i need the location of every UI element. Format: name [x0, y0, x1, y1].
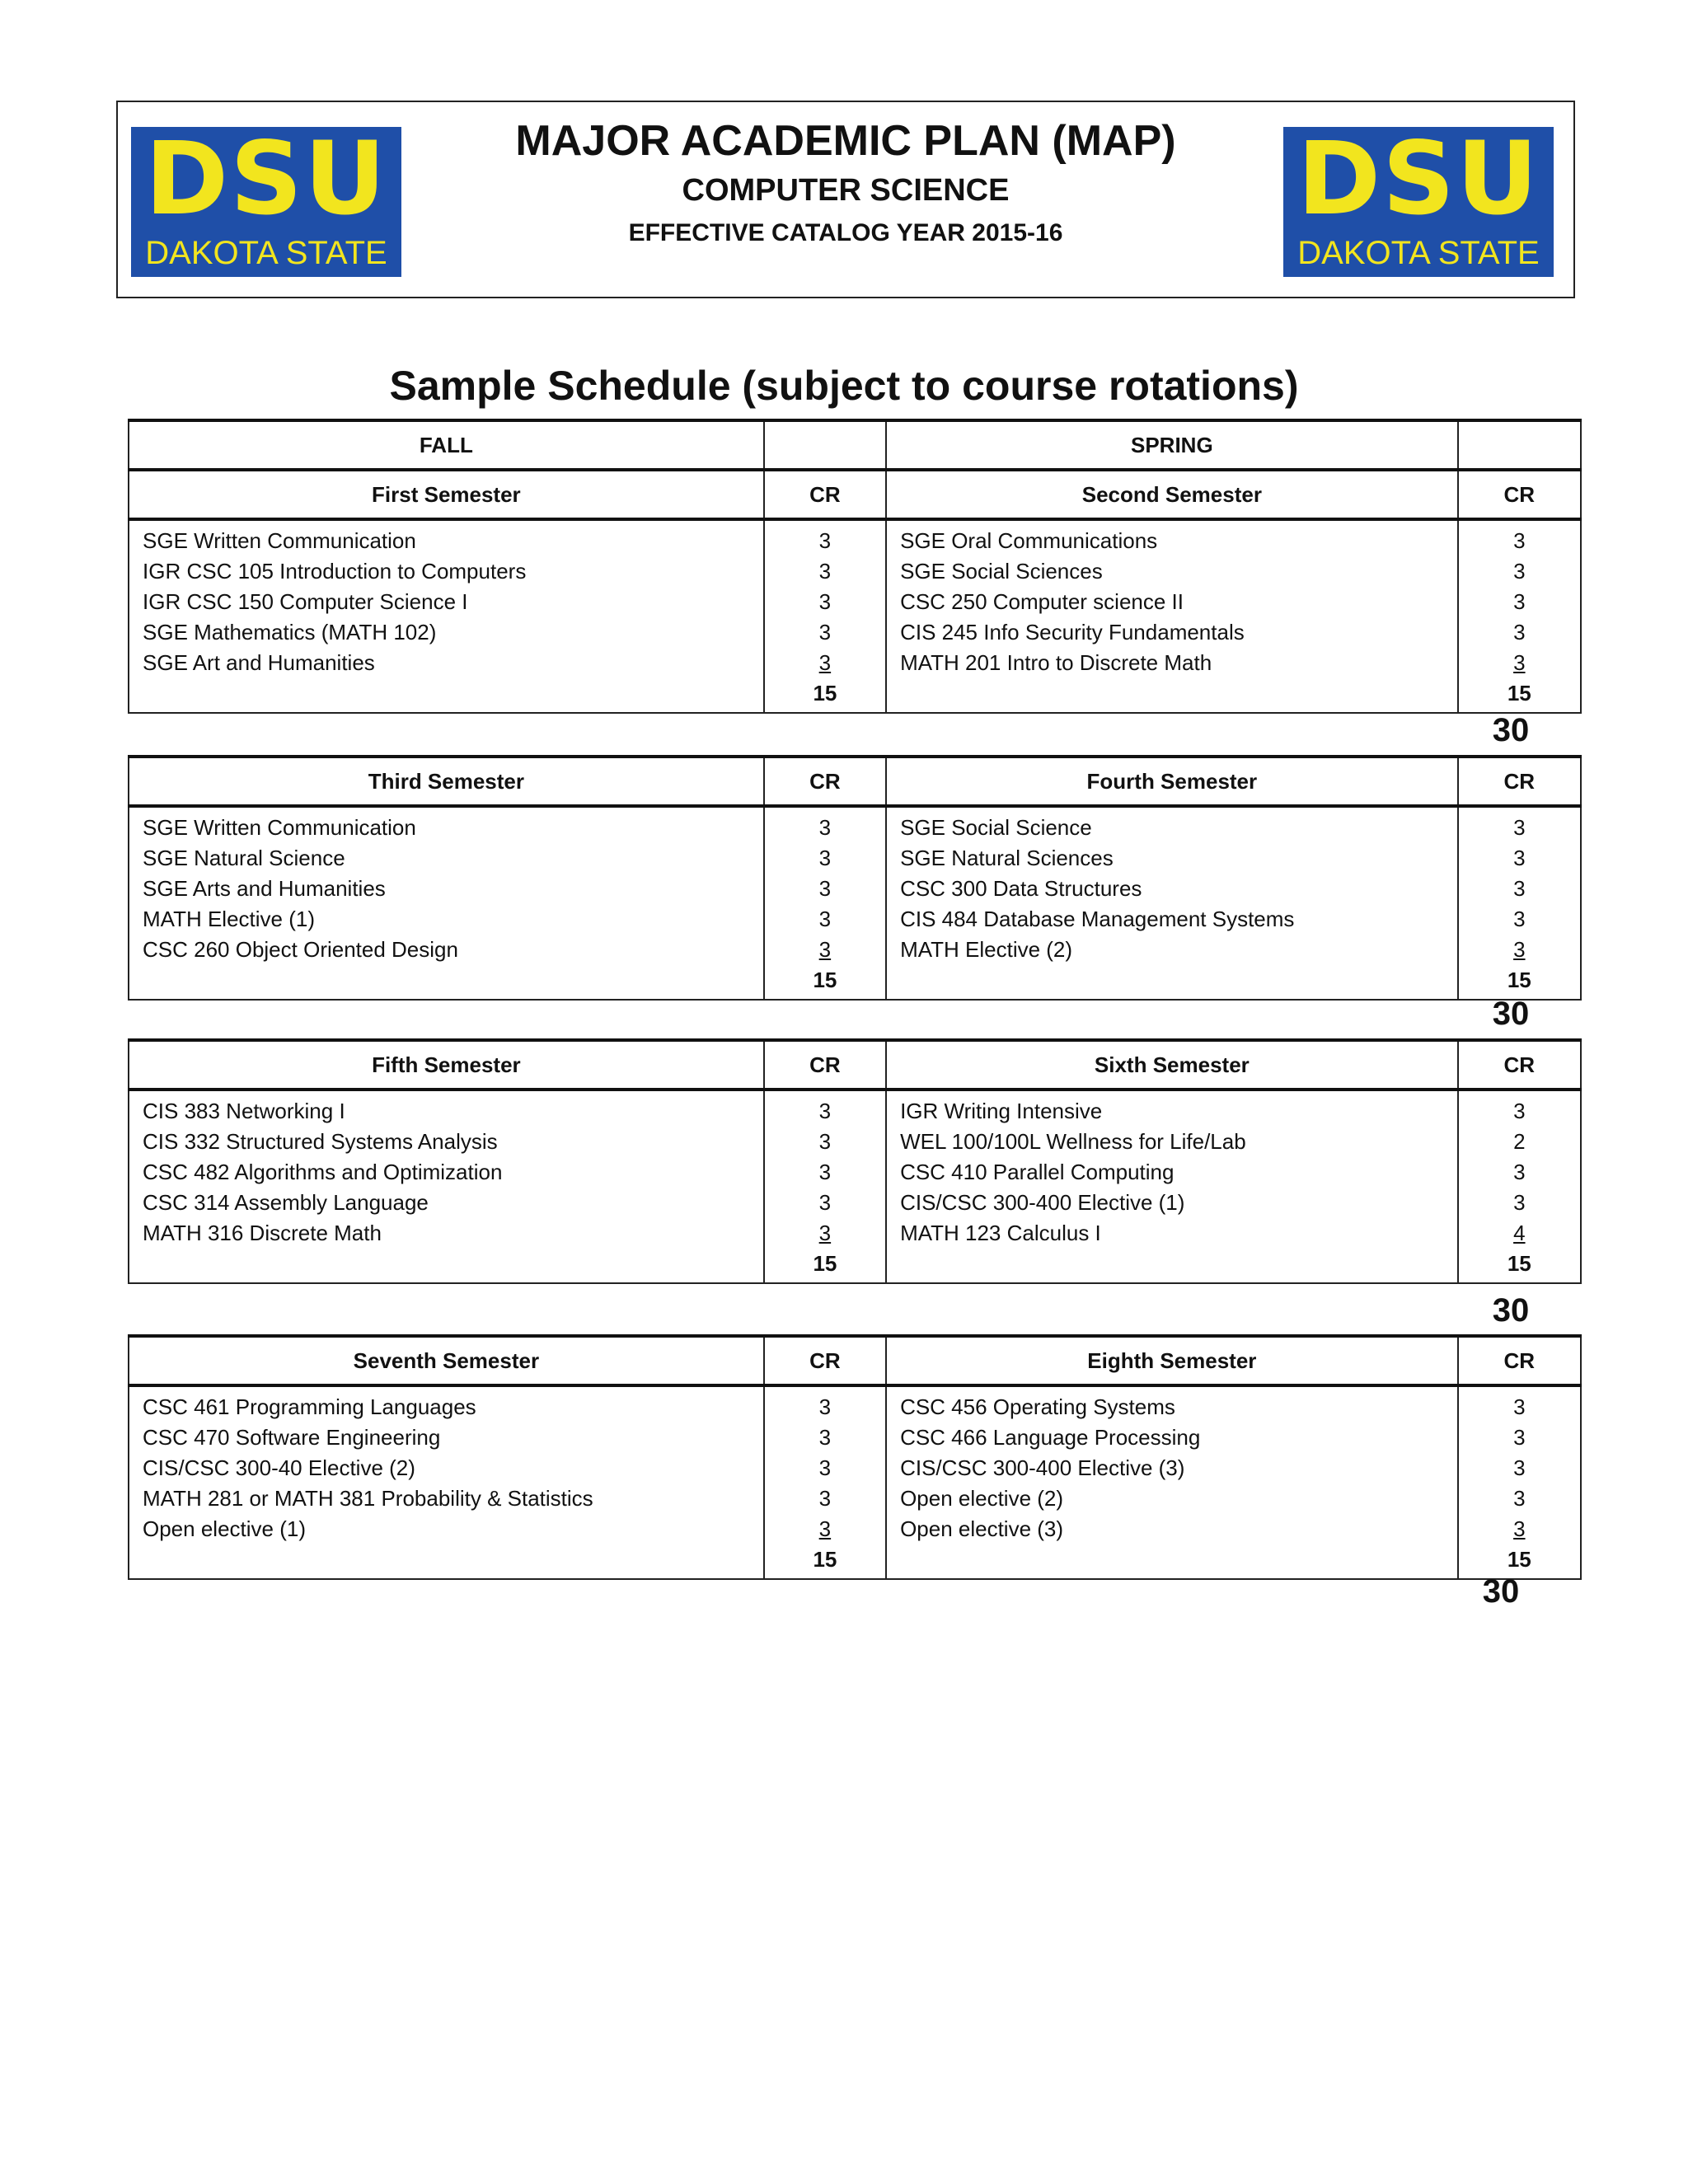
course-credits: 3	[818, 1394, 832, 1419]
semester-header-row	[129, 470, 1581, 519]
program-name: COMPUTER SCIENCE	[682, 173, 1010, 208]
plan-header	[116, 101, 1575, 298]
course-name: CSC 314 Assembly Language	[143, 1190, 429, 1215]
season-spring: SPRING	[886, 420, 1458, 470]
course-name: CSC 410 Parallel Computing	[900, 1160, 1175, 1184]
course-name: CIS 383 Networking I	[143, 1099, 345, 1123]
catalog-year: EFFECTIVE CATALOG YEAR 2015-16	[628, 219, 1063, 246]
course-credits: 3	[1513, 1394, 1526, 1419]
semester-title: Seventh Semester	[129, 1336, 764, 1385]
course-credits: 3	[1513, 907, 1526, 931]
course-credits: 3	[1513, 1486, 1526, 1511]
course-name: MATH 201 Intro to Discrete Math	[900, 650, 1212, 675]
course-list	[129, 1090, 764, 1283]
course-name: Open elective (2)	[900, 1486, 1064, 1511]
course-credits: 3	[818, 937, 832, 962]
course-credits: 3	[1513, 1160, 1526, 1184]
semester-title: Fifth Semester	[129, 1040, 764, 1090]
semester-total: 15	[1507, 968, 1531, 992]
credit-list	[764, 1385, 886, 1579]
course-credits: 3	[1513, 528, 1526, 553]
credit-list	[1458, 1090, 1581, 1283]
season-row	[129, 420, 1581, 470]
course-name: CSC 470 Software Engineering	[143, 1425, 441, 1450]
course-credits: 3	[818, 1455, 832, 1480]
semester-courses-row	[129, 806, 1581, 1000]
credit-list	[764, 519, 886, 713]
semester-courses-row	[129, 1385, 1581, 1579]
page-title: MAJOR ACADEMIC PLAN (MAP)	[515, 117, 1176, 165]
semester-total: 15	[813, 681, 837, 705]
course-credits: 3	[1513, 846, 1526, 870]
semester-title: Second Semester	[886, 470, 1458, 519]
year-total: 30	[1492, 1292, 1530, 1329]
season-fall-cr-blank	[764, 420, 886, 470]
course-name: CSC 461 Programming Languages	[143, 1394, 476, 1419]
course-name: CSC 466 Language Processing	[900, 1425, 1201, 1450]
cr-header: CR	[764, 1336, 886, 1385]
course-credits: 3	[1513, 1190, 1526, 1215]
course-name: CIS 245 Info Security Fundamentals	[900, 620, 1245, 644]
course-credits: 3	[818, 1516, 832, 1541]
cr-header: CR	[1458, 757, 1581, 806]
course-credits: 3	[818, 815, 832, 840]
course-credits: 3	[818, 650, 832, 675]
course-name: CIS 484 Database Management Systems	[900, 907, 1295, 931]
cr-header: CR	[1458, 1040, 1581, 1090]
cr-header: CR	[764, 470, 886, 519]
course-name: CIS 332 Structured Systems Analysis	[143, 1129, 498, 1154]
cr-header: CR	[764, 1040, 886, 1090]
course-name: Open elective (3)	[900, 1516, 1064, 1541]
cr-header: CR	[1458, 1336, 1581, 1385]
course-credits: 3	[818, 1221, 832, 1245]
course-name: CSC 260 Object Oriented Design	[143, 937, 458, 962]
course-list	[886, 806, 1458, 1000]
year-3-table	[128, 1038, 1582, 1284]
semester-title: Sixth Semester	[886, 1040, 1458, 1090]
course-credits: 3	[818, 907, 832, 931]
course-credits: 4	[1513, 1221, 1526, 1245]
logo-small-text: DAKOTA STATE	[1297, 235, 1540, 271]
course-credits: 2	[1513, 1129, 1526, 1154]
course-name: CSC 300 Data Structures	[900, 876, 1142, 901]
course-credits: 3	[1513, 1425, 1526, 1450]
course-credits: 3	[818, 846, 832, 870]
course-list	[129, 519, 764, 713]
credit-list	[764, 1090, 886, 1283]
credit-list	[1458, 1385, 1581, 1579]
semester-title: Third Semester	[129, 757, 764, 806]
course-name: CSC 482 Algorithms and Optimization	[143, 1160, 503, 1184]
semester-total: 15	[1507, 681, 1531, 705]
course-credits: 3	[818, 528, 832, 553]
year-total: 30	[1492, 712, 1530, 748]
course-credits: 3	[1513, 937, 1526, 962]
course-list	[129, 1385, 764, 1579]
course-list	[129, 806, 764, 1000]
credit-list	[764, 806, 886, 1000]
semester-total: 15	[813, 1547, 837, 1572]
course-name: IGR CSC 105 Introduction to Computers	[143, 559, 527, 583]
year-total: 30	[1492, 996, 1530, 1032]
year-1-table	[128, 419, 1582, 714]
course-credits: 3	[1513, 815, 1526, 840]
course-credits: 3	[818, 1129, 832, 1154]
course-name: SGE Written Communication	[143, 815, 416, 840]
course-name: CIS/CSC 300-40 Elective (2)	[143, 1455, 415, 1480]
course-list	[886, 1090, 1458, 1283]
semester-courses-row	[129, 1090, 1581, 1283]
logo-big-text: DSU	[1296, 127, 1540, 237]
course-list	[886, 1385, 1458, 1579]
course-name: SGE Art and Humanities	[143, 650, 375, 675]
course-credits: 3	[818, 876, 832, 901]
course-name: MATH 281 or MATH 381 Probability & Statistics	[143, 1486, 593, 1511]
course-name: MATH 123 Calculus I	[900, 1221, 1101, 1245]
course-credits: 3	[1513, 650, 1526, 675]
course-credits: 3	[818, 1160, 832, 1184]
cr-header: CR	[764, 757, 886, 806]
year-total: 30	[1482, 1573, 1520, 1610]
course-name: CIS/CSC 300-400 Elective (3)	[900, 1455, 1185, 1480]
course-credits: 3	[1513, 589, 1526, 614]
semester-total: 15	[813, 968, 837, 992]
semester-courses-row	[129, 519, 1581, 713]
course-list	[886, 519, 1458, 713]
season-fall: FALL	[129, 420, 764, 470]
course-credits: 3	[1513, 559, 1526, 583]
semester-header-row	[129, 757, 1581, 806]
credit-list	[1458, 519, 1581, 713]
semester-total: 15	[1507, 1251, 1531, 1276]
course-name: SGE Natural Sciences	[900, 846, 1114, 870]
course-name: SGE Arts and Humanities	[143, 876, 386, 901]
logo-small-text: DAKOTA STATE	[145, 235, 387, 271]
course-name: CSC 456 Operating Systems	[900, 1394, 1175, 1419]
section-title: Sample Schedule (subject to course rotations)	[389, 363, 1299, 409]
course-name: MATH 316 Discrete Math	[143, 1221, 382, 1245]
course-name: SGE Social Science	[900, 815, 1092, 840]
course-name: MATH Elective (2)	[900, 937, 1073, 962]
course-name: WEL 100/100L Wellness for Life/Lab	[900, 1129, 1246, 1154]
semester-title: Eighth Semester	[886, 1336, 1458, 1385]
course-credits: 3	[1513, 620, 1526, 644]
course-name: SGE Oral Communications	[900, 528, 1158, 553]
course-name: IGR CSC 150 Computer Science I	[143, 589, 468, 614]
course-credits: 3	[818, 1425, 832, 1450]
course-name: CIS/CSC 300-400 Elective (1)	[900, 1190, 1185, 1215]
course-name: Open elective (1)	[143, 1516, 306, 1541]
dsu-logo-right	[1283, 127, 1554, 277]
logo-big-text: DSU	[144, 127, 388, 237]
course-name: SGE Written Communication	[143, 528, 416, 553]
semester-total: 15	[1507, 1547, 1531, 1572]
semester-title: Fourth Semester	[886, 757, 1458, 806]
credit-list	[1458, 806, 1581, 1000]
course-credits: 3	[818, 1486, 832, 1511]
course-name: MATH Elective (1)	[143, 907, 315, 931]
course-credits: 3	[1513, 1455, 1526, 1480]
year-2-table	[128, 755, 1582, 1001]
season-spring-cr-blank	[1458, 420, 1581, 470]
semester-total: 15	[813, 1251, 837, 1276]
course-credits: 3	[818, 1190, 832, 1215]
course-name: CSC 250 Computer science II	[900, 589, 1184, 614]
year-4-table	[128, 1334, 1582, 1580]
course-credits: 3	[818, 1099, 832, 1123]
course-credits: 3	[1513, 1099, 1526, 1123]
course-credits: 3	[1513, 876, 1526, 901]
course-name: IGR Writing Intensive	[900, 1099, 1103, 1123]
course-credits: 3	[818, 589, 832, 614]
course-name: SGE Mathematics (MATH 102)	[143, 620, 437, 644]
course-credits: 3	[818, 620, 832, 644]
semester-header-row	[129, 1040, 1581, 1090]
semester-title: First Semester	[129, 470, 764, 519]
cr-header: CR	[1458, 470, 1581, 519]
course-credits: 3	[1513, 1516, 1526, 1541]
course-name: SGE Natural Science	[143, 846, 345, 870]
semester-header-row	[129, 1336, 1581, 1385]
course-name: SGE Social Sciences	[900, 559, 1103, 583]
course-credits: 3	[818, 559, 832, 583]
